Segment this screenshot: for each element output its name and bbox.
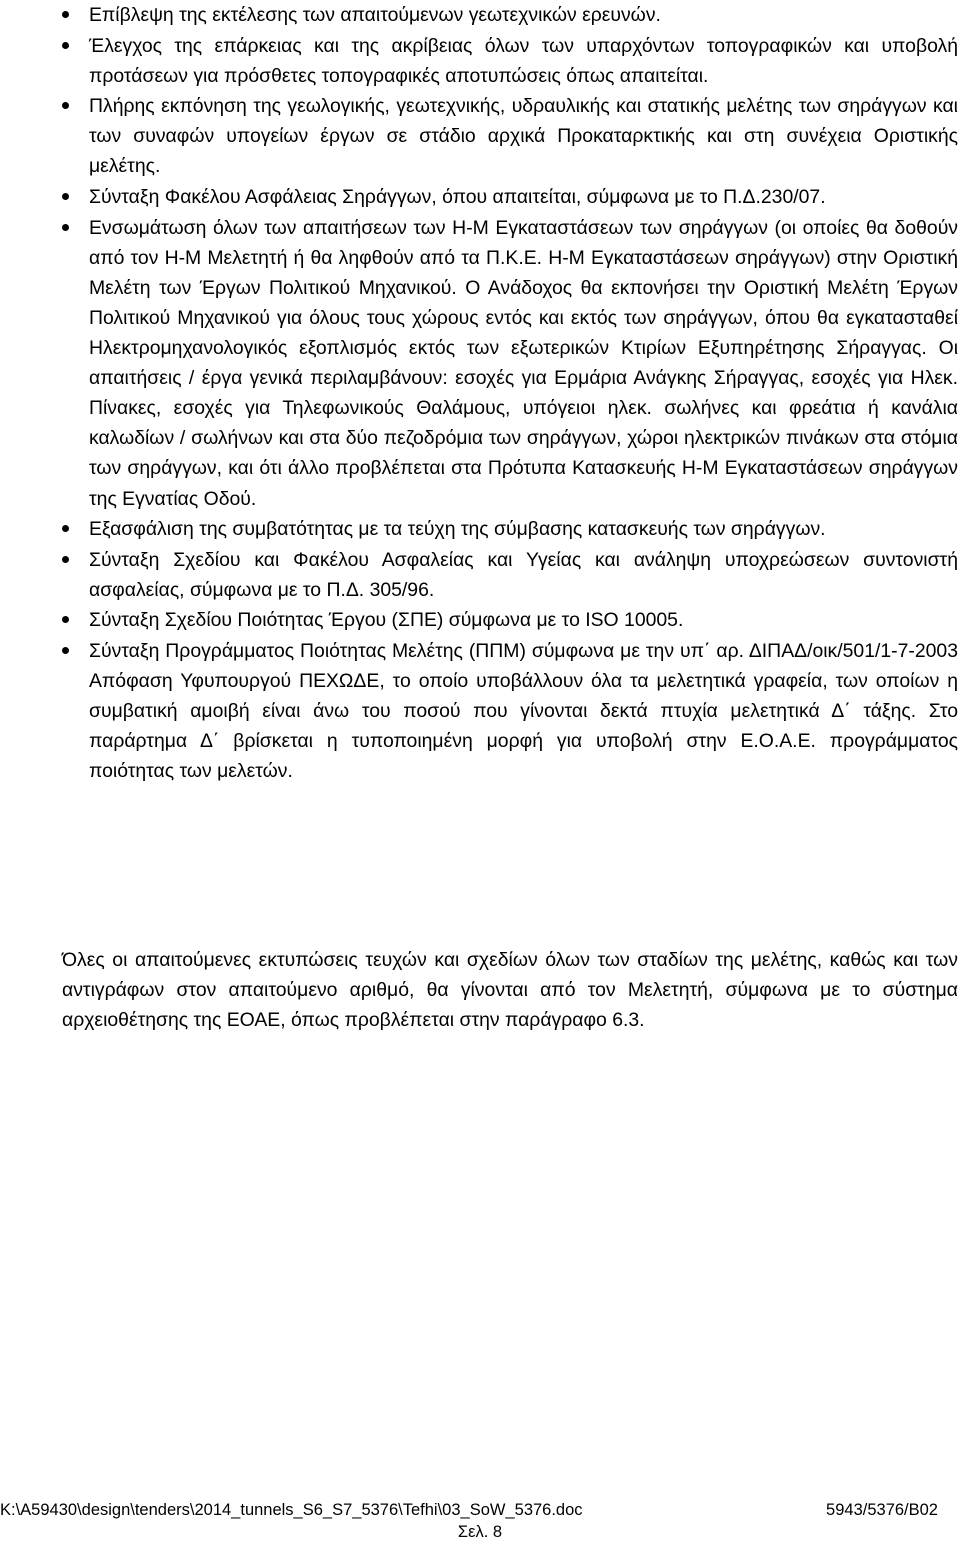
bullet-dot-icon bbox=[62, 11, 69, 18]
bullet-item bbox=[62, 636, 958, 786]
bullet-text: Πλήρης εκπόνηση της γεωλογικής, γεωτεχνικής, υδραυλικής και στατικής μελέτης των σηράγγων και των συναφών υπογείων έργων σε στάδιο αρχικά Προκαταρκτικής και στη συνέχεια Οριστικής μελέτης. bbox=[89, 95, 958, 178]
bullet-text: Επίβλεψη της εκτέλεσης των απαιτούμενων γεωτεχνικών ερευνών. bbox=[89, 4, 661, 26]
bullet-item bbox=[62, 182, 958, 212]
bullet-item bbox=[62, 605, 958, 635]
footer-doc-code: 5943/5376/B02 bbox=[826, 1501, 938, 1519]
bullet-text: Ενσωμάτωση όλων των απαιτήσεων των Η-Μ Εγκαταστάσεων των σηράγγων (οι οποίες θα δοθούν από τον Η-Μ Μελετητή ή θα ληφθούν από τα Π.Κ.Ε. Η-Μ Εγκαταστάσεων σηράγγων) στην Οριστική Μελέτη των Έργων Πολιτικού Μηχανικού. Ο Ανάδοχος θα εκπονήσει την Οριστική Μελέτη Έργων Πολιτικού Μηχανικού για όλους τους χώρους εντός και εκτός των σηράγγων, όπου θα εγκατασταθεί Ηλεκτρομηχανολογικός εξοπλισμός εκτός των εξωτερικών Κτιρίων Εξυπηρέτησης Σήραγγας. Οι απαιτήσεις / έργα γενικά περιλαμβάνουν: εσοχές για Ερμάρια Ανάγκης Σήραγγας, εσοχές για Ηλεκ. Πίνακες, εσοχές για Τηλεφωνικούς Θαλάμους, υπόγειοι ηλεκ. σωλήνες και φρεάτια ή κανάλια καλωδίων / σωλήνων και στα δύο πεζοδρόμια των σηράγγων, χώροι ηλεκτρικών πινάκων στα στόμια των σηράγγων, και ότι άλλο προβλέπεται στα Πρότυπα Κατασκευής Η-Μ Εγκαταστάσεων σηράγγων της Εγνατίας Οδού. bbox=[89, 216, 958, 510]
bullet-text: Σύνταξη Φακέλου Ασφάλειας Σηράγγων, όπου απαιτείται, σύμφωνα με το Π.Δ.230/07. bbox=[89, 186, 826, 209]
bullet-dot-icon bbox=[62, 647, 69, 654]
bullet-dot-icon bbox=[62, 224, 69, 231]
bullet-dot-icon bbox=[62, 42, 69, 49]
bullet-dot-icon bbox=[62, 556, 69, 563]
bullet-item bbox=[62, 213, 958, 514]
bullet-item bbox=[62, 0, 958, 30]
bullet-dot-icon bbox=[62, 193, 69, 200]
bullet-text: Σύνταξη Προγράμματος Ποιότητας Μελέτης (ΠΠΜ) σύμφωνα με την υπ΄ αρ. ΔΙΠΑΔ/οικ/501/1-7-2003 Απόφαση Υφυπουργού ΠΕΧΩΔΕ, το οποίο υποβάλλουν όλα τα μελετητικά γραφεία, των οποίων η συμβατική αμοιβή είναι άνω του ποσού που γίνονται δεκτά πτυχία μελετητικά Δ΄ τάξης. Στο παράρτημα Δ΄ βρίσκεται η τυποποιημένη μορφή για υποβολή στην Ε.Ο.Α.Ε. προγράμματος ποιότητας των μελετών. bbox=[89, 639, 958, 783]
bullet-text: Σύνταξη Σχεδίου Ποιότητας Έργου (ΣΠΕ) σύμφωνα με το ISO 10005. bbox=[89, 609, 684, 632]
bullet-text: Έλεγχος της επάρκειας και της ακρίβειας όλων των υπαρχόντων τοπογραφικών και υποβολή προτάσεων για πρόσθετες τοπογραφικές αποτυπώσεις όπως απαιτείται. bbox=[89, 34, 958, 87]
bullet-dot-icon bbox=[62, 616, 69, 623]
footer-file-path: K:\A59430\design\tenders\2014_tunnels_S6_S7_5376\Tefhi\03_SoW_5376.doc bbox=[0, 1501, 583, 1519]
bullet-dot-icon bbox=[62, 102, 69, 109]
bullet-list bbox=[62, 0, 958, 787]
footer-page-number: Σελ. 8 bbox=[457, 1523, 503, 1541]
bullet-item bbox=[62, 545, 958, 605]
bullet-item bbox=[62, 514, 958, 544]
bullet-item bbox=[62, 91, 958, 181]
bullet-text: Σύνταξη Σχεδίου και Φακέλου Ασφαλείας και Υγείας και ανάληψη υποχρεώσεων συντονιστή ασφαλείας, σύμφωνα με το Π.Δ. 305/96. bbox=[89, 548, 958, 601]
bullet-text: Εξασφάλιση της συμβατότητας με τα τεύχη της σύμβασης κατασκευής των σηράγγων. bbox=[89, 518, 826, 541]
bullet-item bbox=[62, 31, 958, 91]
closing-paragraph: Όλες οι απαιτούμενες εκτυπώσεις τευχών και σχεδίων όλων των σταδίων της μελέτης, καθώς και των αντιγράφων στον απαιτούμενο αριθμό, θα γίνονται από τον Μελετητή, σύμφωνα με το σύστημα αρχειοθέτησης της ΕΟΑΕ, όπως προβλέπεται στην παράγραφο 6.3. bbox=[62, 949, 958, 1032]
bullet-dot-icon bbox=[62, 525, 69, 532]
